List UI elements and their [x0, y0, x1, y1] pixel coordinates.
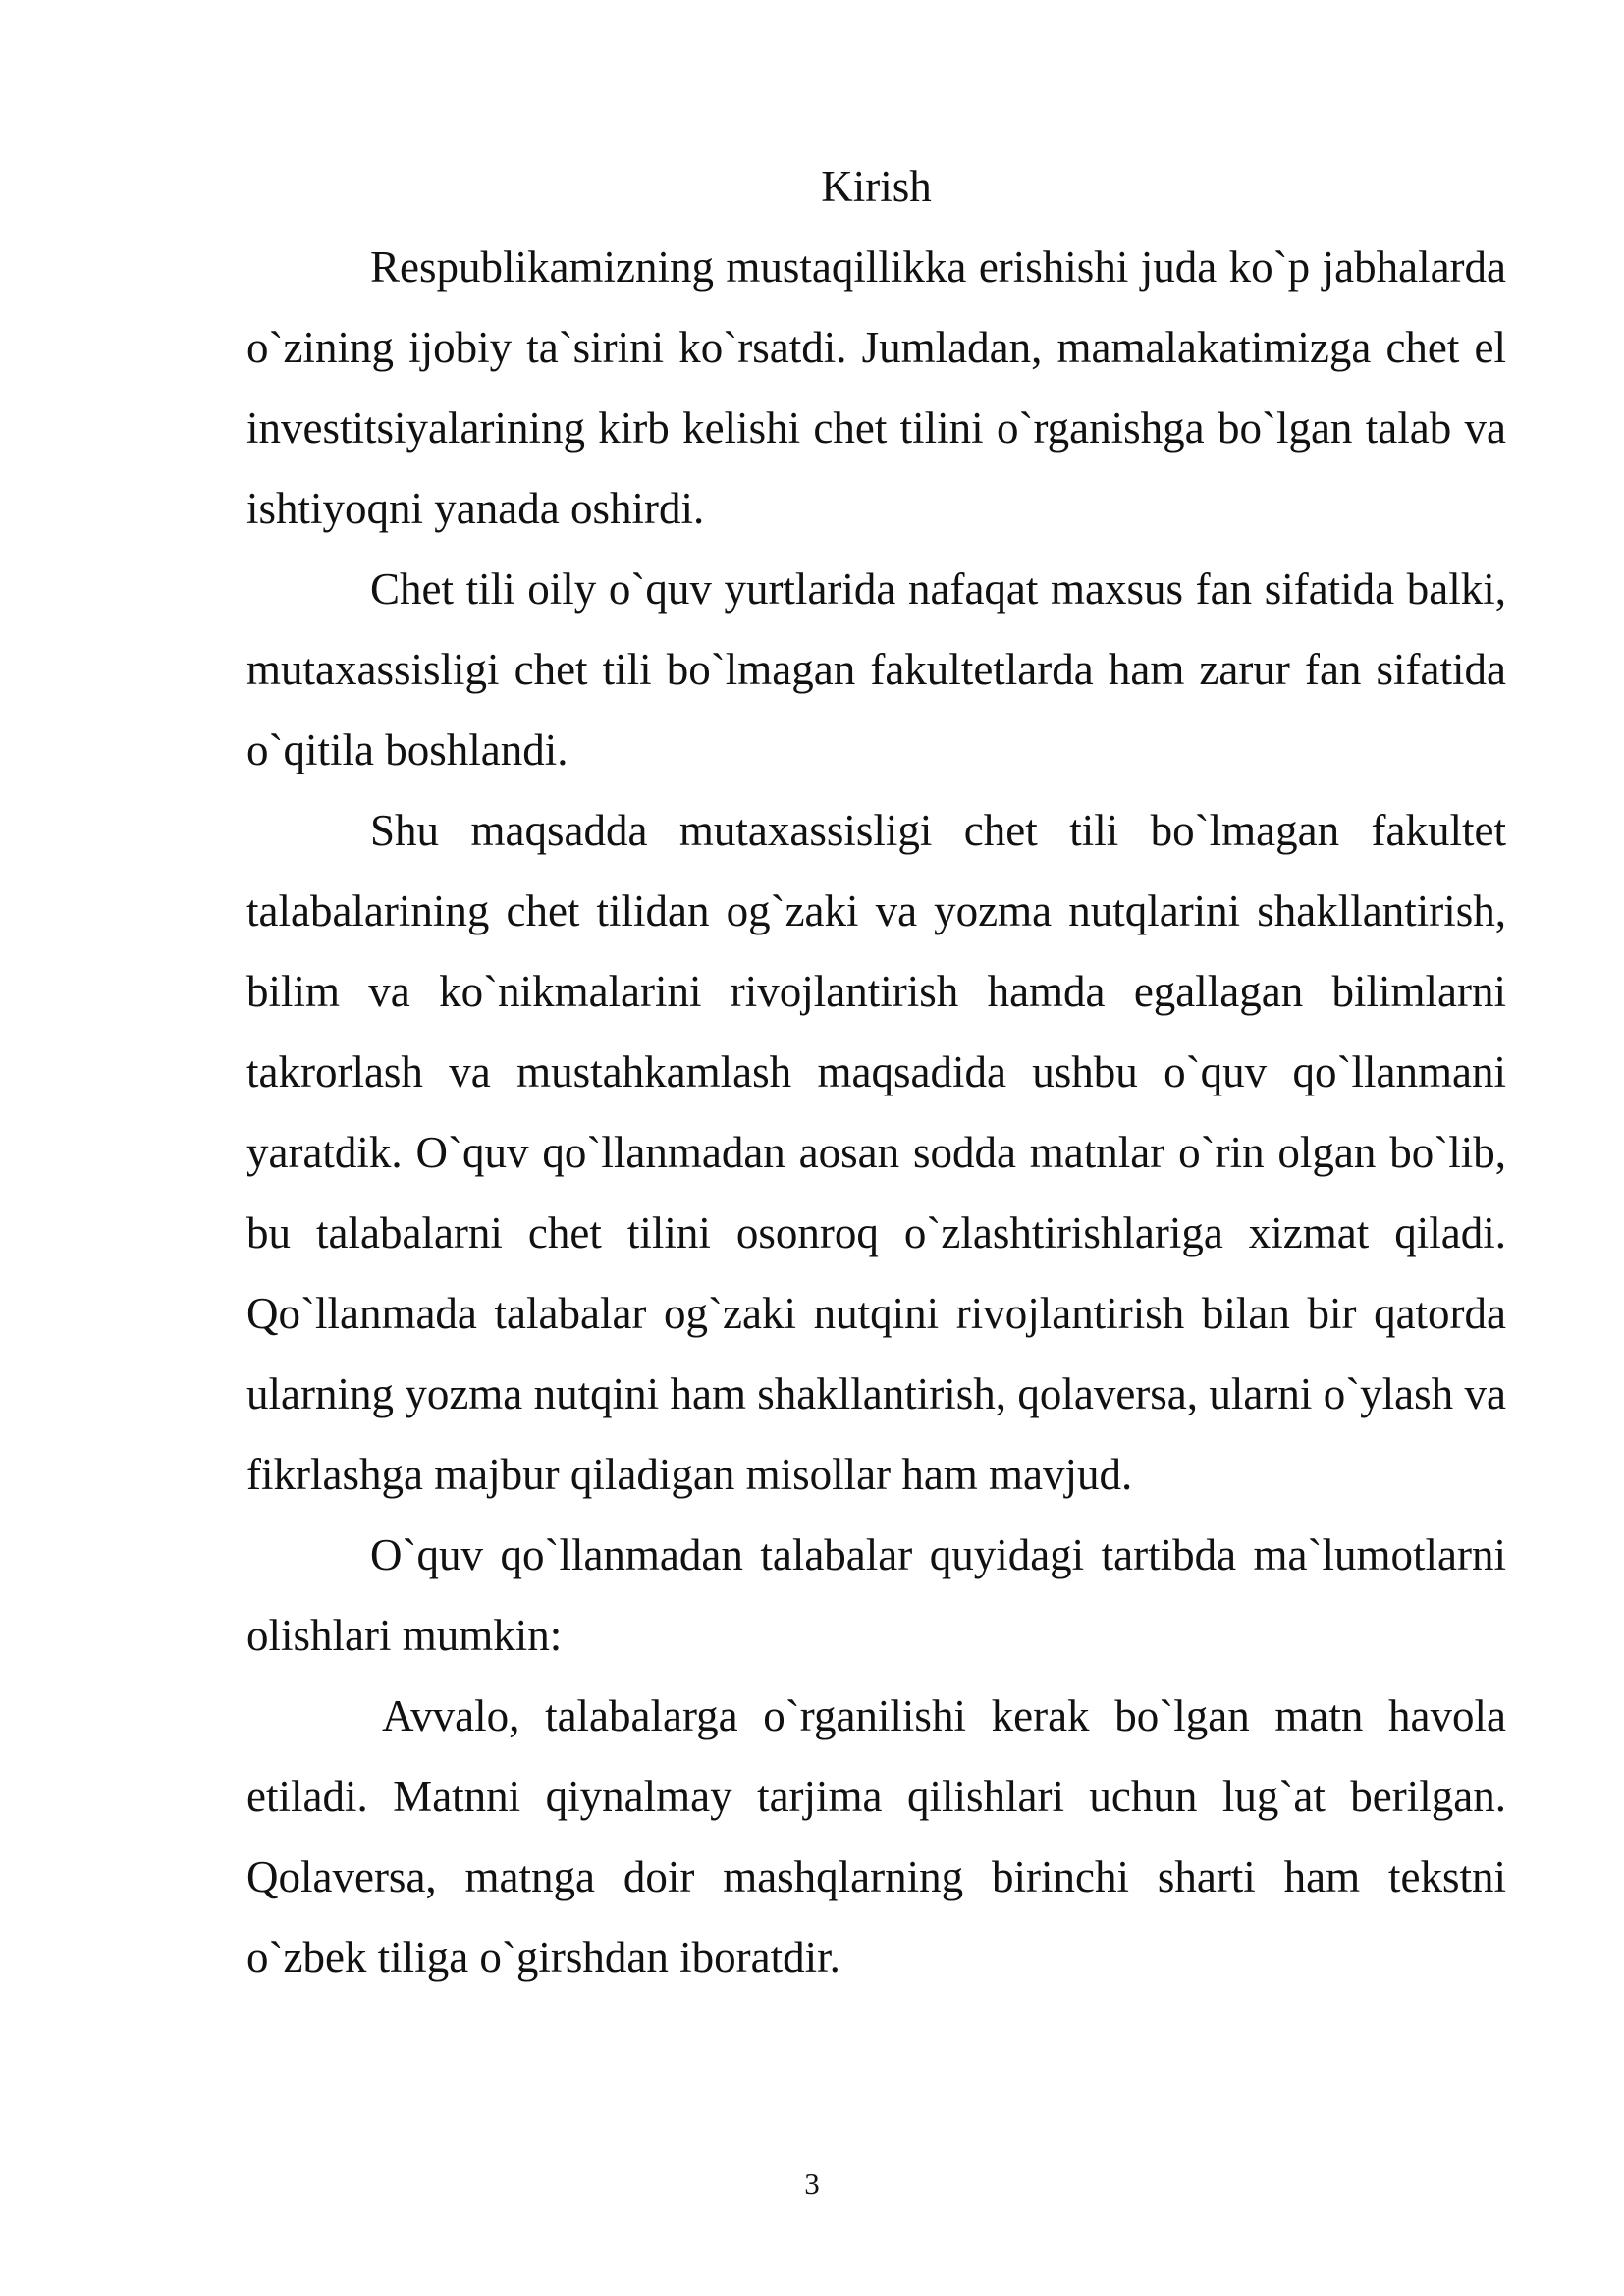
page-number: 3: [804, 2166, 820, 2201]
page-content: [246, 146, 1506, 1998]
paragraph-2: Chet tili oily o`quv yurtlarida nafaqat maxsus fan sifatida balki, mutaxassisligi chet tili bo`lmagan fakultetlarda ham zarur fan sifatida o`qitila boshlandi.: [246, 564, 1506, 774]
paragraph-1: Respublikamizning mustaqillikka erishishi juda ko`p jabhalarda o`zining ijobiy ta`sirini ko`rsatdi. Jumladan, mamalakatimizga chet el investitsiyalarining kirb kelishi chet tilini o`rganishga bo`lgan talab va ishtiyoqni yanada oshirdi.: [246, 242, 1506, 533]
paragraph-3: Shu maqsadda mutaxassisligi chet tili bo`lmagan fakultet talabalarining chet tilidan og`zaki va yozma nutqlarini shakllantirish, bilim va ko`nikmalarini rivojlantirish hamda egallagan bilimlarni takrorlash va mustahkamlash maqsadida ushbu o`quv qo`llanmani yaratdik. O`quv qo`llanmadan aosan sodda matnlar o`rin olgan bo`lib, bu talabalarni chet tilini osonroq o`zlashtirishlariga xizmat qiladi. Qo`llanmada talabalar og`zaki nutqini rivojlantirish bilan bir qatorda ularning yozma nutqini ham shakllantirish, qolaversa, ularni o`ylash va fikrlashga majbur qiladigan misollar ham mavjud.: [246, 806, 1506, 1499]
paragraph-4: O`quv qo`llanmadan talabalar quyidagi tartibda ma`lumotlarni olishlari mumkin:: [246, 1530, 1506, 1660]
paragraph-5: Avvalo, talabalarga o`rganilishi kerak bo`lgan matn havola etiladi. Matnni qiynalmay tarjima qilishlari uchun lug`at berilgan. Qolaversa, matnga doir mashqlarning birinchi sharti ham tekstni o`zbek tiliga o`girshdan iboratdir.: [246, 1691, 1506, 1982]
page-title: Kirish: [821, 162, 932, 211]
